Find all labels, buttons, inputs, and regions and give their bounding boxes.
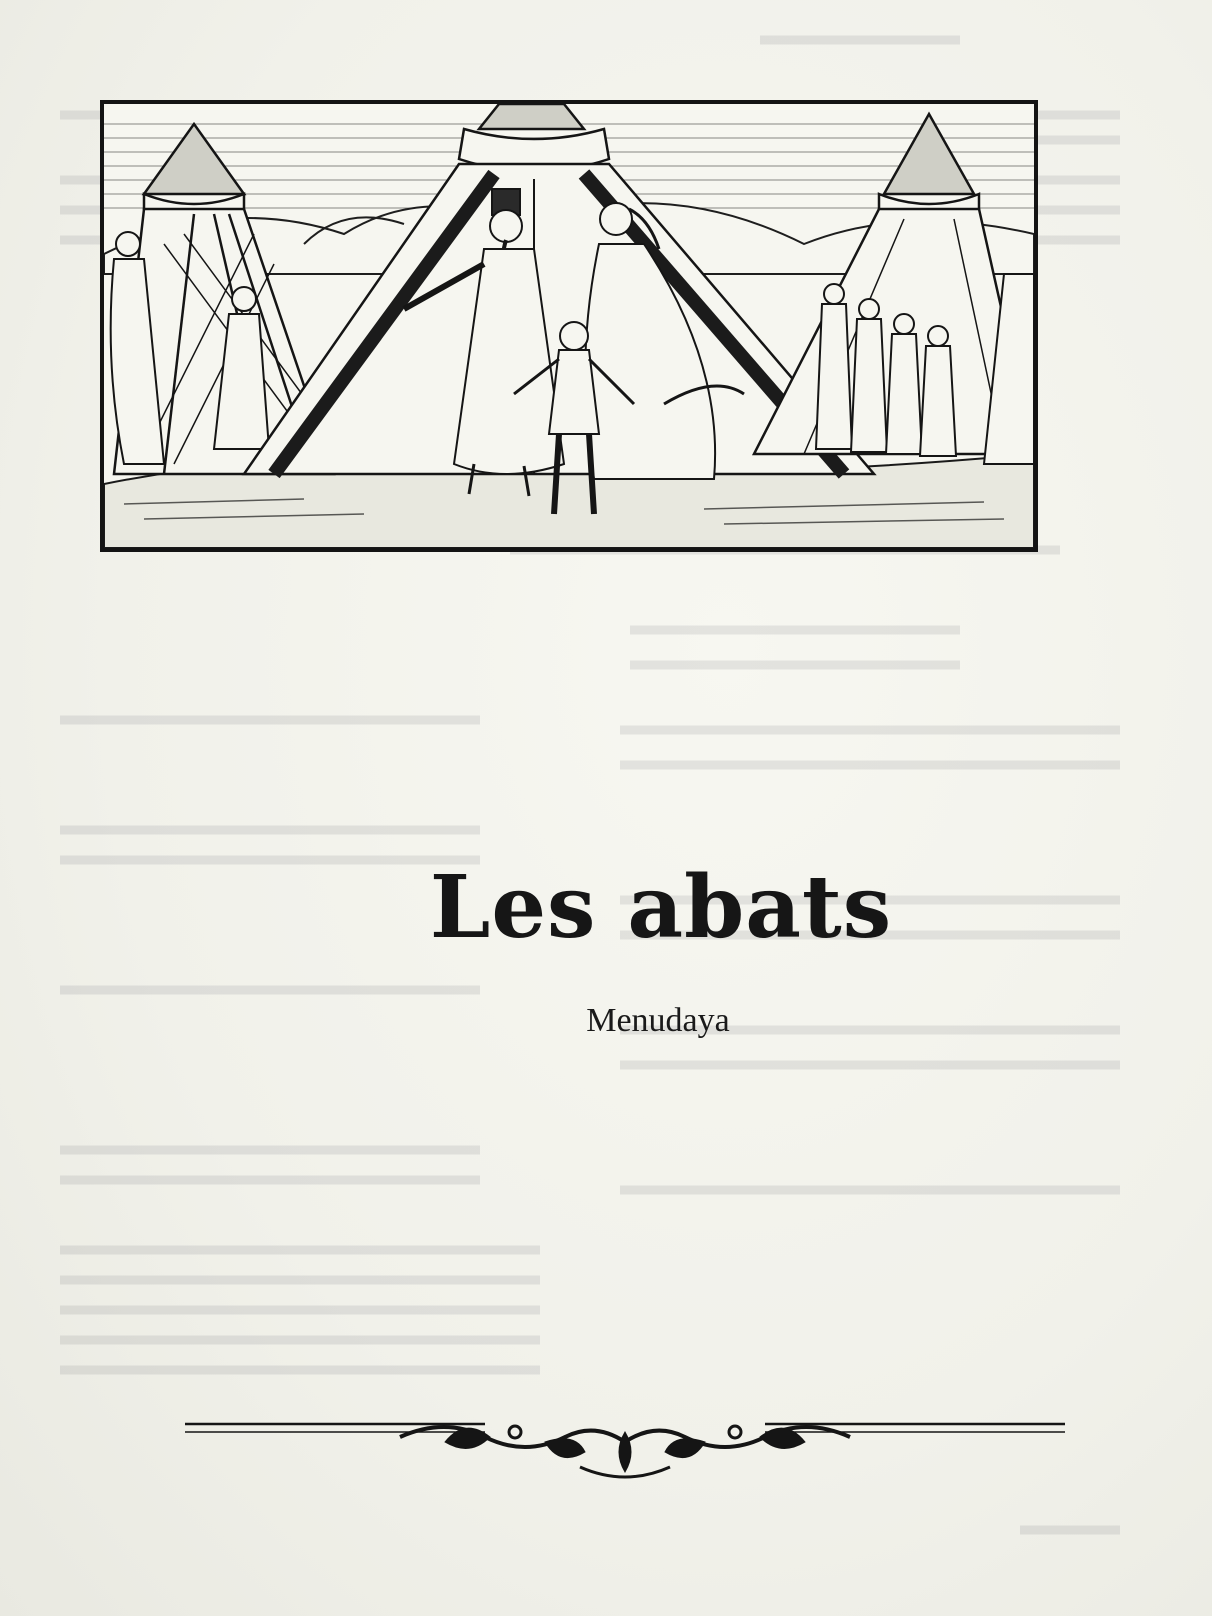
page-subtitle: Menudaya (586, 1002, 730, 1039)
scroll-ornament (185, 1412, 1065, 1492)
page-title: Les abats (429, 857, 893, 958)
woodcut-illustration (100, 100, 1038, 552)
